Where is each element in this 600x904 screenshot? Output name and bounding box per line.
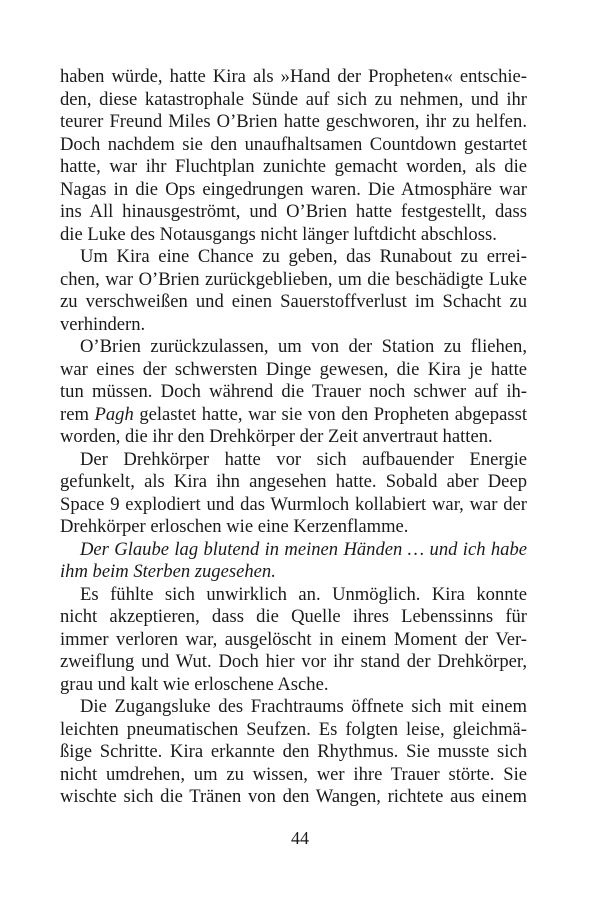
text-line: Space 9 explodiert und das Wurmloch kollabiert war, war der	[60, 493, 527, 515]
text-line: verhindern.	[60, 313, 146, 335]
italic-word: Pagh	[94, 403, 134, 425]
text-line: chen, war O’Brien zurückgeblieben, um die beschädigte Luke	[60, 268, 527, 290]
text-line: worden, die ihr den Drehkörper der Zeit anvertraut hatten.	[60, 426, 493, 447]
text-line: die Luke des Notausgangs nicht länger luftdicht abschloss.	[60, 223, 497, 245]
text-line: leichten pneumatischen Seufzen. Es folgten leise, gleichmä-	[60, 718, 527, 740]
text-line: Es fühlte sich unwirklich an. Unmöglich. Kira konnte	[80, 583, 527, 605]
text-line: immer verloren war, ausgelöscht in einem Moment der Ver-	[60, 628, 527, 650]
text-line: Der Drehkörper hatte vor sich aufbauender Energie	[80, 448, 527, 470]
text-line: ßige Schritte. Kira erkannte den Rhythmus. Sie musste sich	[60, 741, 527, 762]
text-line: zweiflung und Wut. Doch hier vor ihr stand der Drehkörper,	[60, 651, 527, 672]
text-line: teurer Freund Miles O’Brien hatte geschworen, ihr zu helfen.	[60, 111, 527, 132]
text-line: ins All hinausgeströmt, und O’Brien hatte festgestellt, dass	[60, 201, 527, 222]
text-fragment: gelastet hatte, war sie von den Propheten abgepasst	[133, 403, 527, 425]
text-line: nicht umdrehen, um zu wissen, wer ihre Trauer störte. Sie	[60, 763, 527, 785]
text-line: Doch nachdem sie den unaufhaltsamen Countdown gestartet	[60, 133, 527, 155]
text-line: O’Brien zurückzulassen, um von der Station zu fliehen,	[80, 336, 527, 357]
italic-text-line: Der Glaube lag blutend in meinen Händen … und ich habe	[80, 538, 527, 560]
text-line: nicht akzeptieren, dass die Quelle ihres Lebenssinns für	[60, 606, 527, 627]
text-line	[60, 404, 527, 427]
text-line: zu verschweißen und einen Sauerstoffverlust im Schacht zu	[60, 291, 527, 312]
text-line: Um Kira eine Chance zu geben, das Runabout zu errei-	[80, 246, 527, 267]
page-number: 44	[291, 828, 309, 848]
text-line: grau und kalt wie erloschene Asche.	[60, 673, 329, 695]
body-text	[60, 66, 527, 809]
text-line: Nagas in die Ops eingedrungen waren. Die Atmosphäre war	[60, 178, 527, 200]
text-line: haben würde, hatte Kira als »Hand der Propheten« entschie-	[60, 66, 527, 87]
text-line: gefunkelt, als Kira ihn angesehen hatte. Sobald aber Deep	[60, 471, 527, 492]
text-line: wischte sich die Tränen von den Wangen, richtete aus einem	[60, 786, 527, 807]
text-line: war eines der schwersten Dinge gewesen, die Kira je hatte	[60, 358, 527, 380]
text-line: den, diese katastrophale Sünde auf sich zu nehmen, und ihr	[60, 88, 527, 110]
text-line: Drehkörper erloschen wie eine Kerzenflamme.	[60, 516, 409, 537]
text-line: Die Zugangsluke des Frachtraums öffnete sich mit einem	[80, 696, 527, 717]
text-line: hatte, war ihr Fluchtplan zunichte gemacht worden, als die	[60, 156, 527, 177]
italic-text-line: ihm beim Sterben zugesehen.	[60, 561, 276, 582]
text-fragment: rem	[60, 403, 95, 425]
text-line: tun müssen. Doch während die Trauer noch schwer auf ih-	[60, 381, 527, 402]
